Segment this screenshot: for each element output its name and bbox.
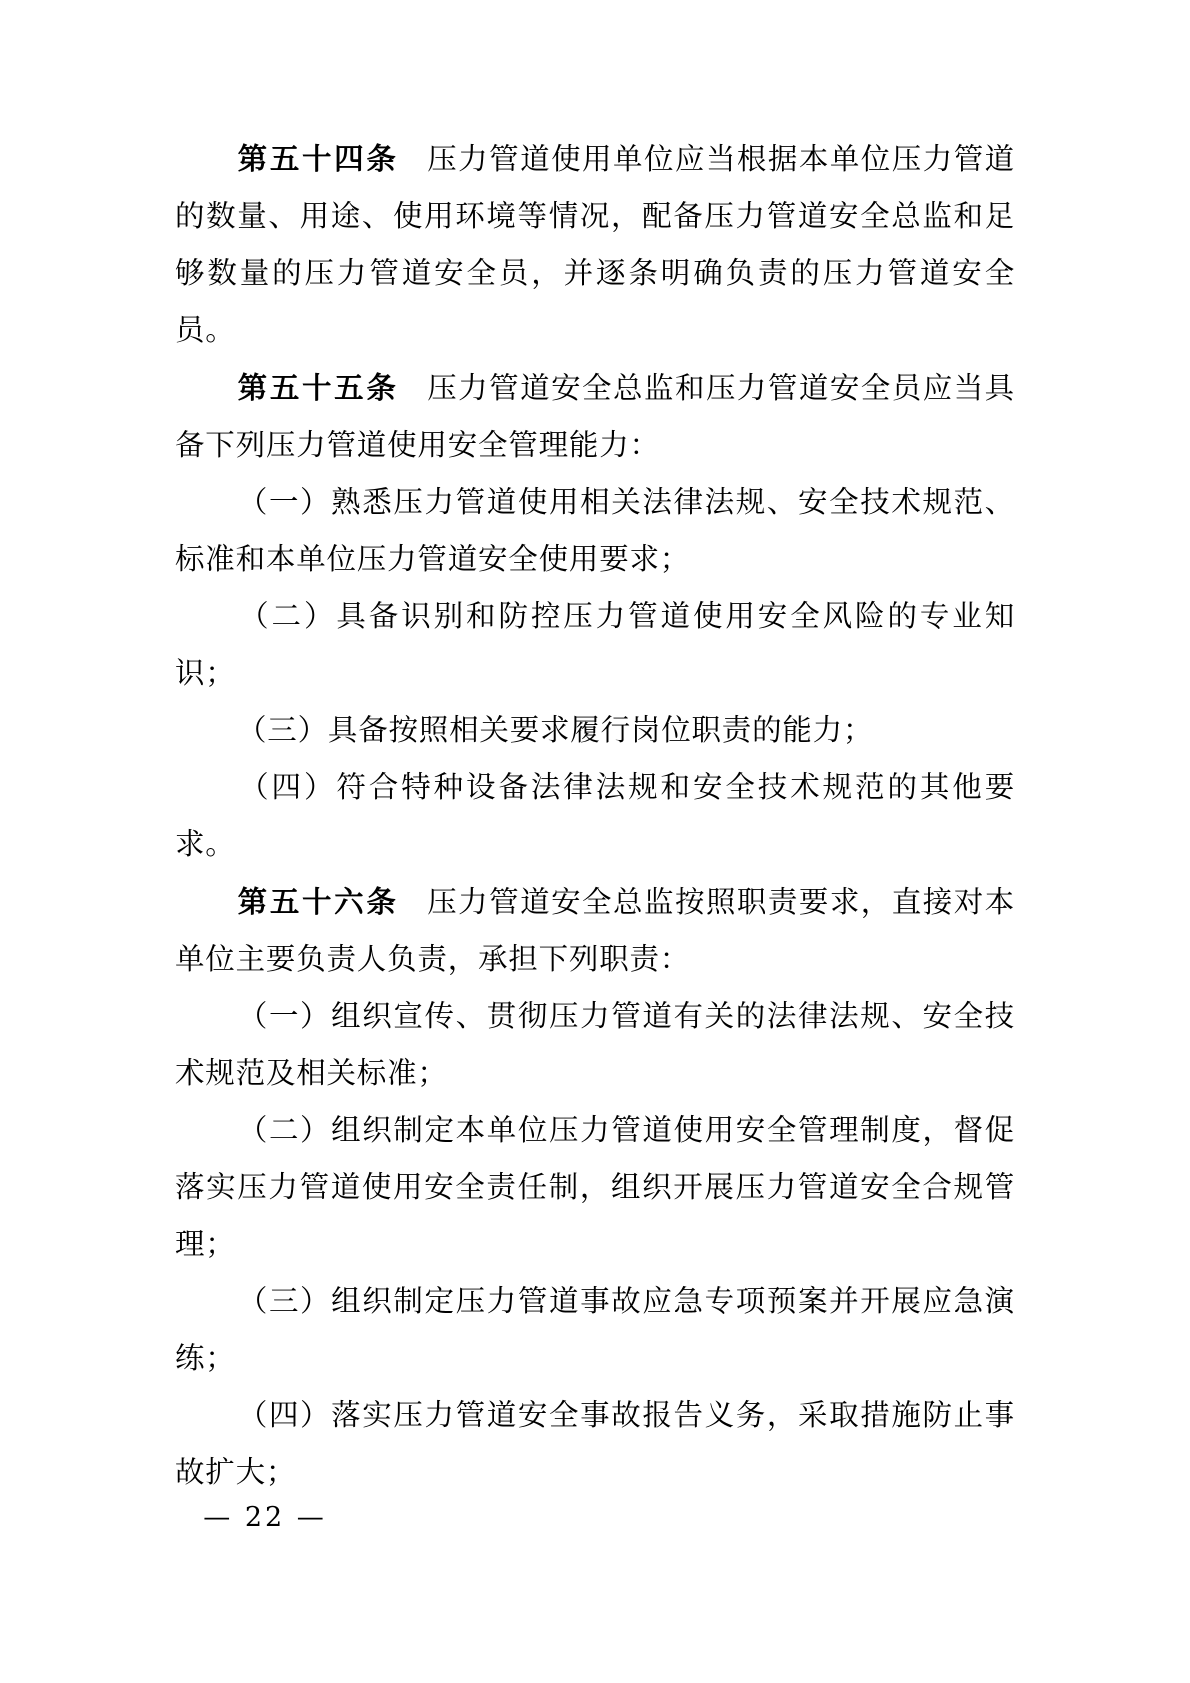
paragraph-article-54 <box>175 130 1015 359</box>
paragraph-text: （三）组织制定压力管道事故应急专项预案并开展应急演练； <box>175 1284 1015 1375</box>
list-item-55-4 <box>175 759 1015 873</box>
list-item-56-3 <box>175 1273 1015 1387</box>
list-item-56-1 <box>175 988 1015 1102</box>
list-item-55-3 <box>175 702 1015 759</box>
list-item-56-2 <box>175 1102 1015 1273</box>
page-footer <box>0 1502 1190 1533</box>
list-item-55-2 <box>175 588 1015 702</box>
article-number: 第五十五条 <box>237 370 399 405</box>
paragraph-text: 压力管道安全总监按照职责要求，直接对本单位主要负责人负责，承担下列职责： <box>175 885 1015 976</box>
paragraph-text: 压力管道使用单位应当根据本单位压力管道的数量、用途、使用环境等情况，配备压力管道安全总监和足够数量的压力管道安全员，并逐条明确负责的压力管道安全员。 <box>175 142 1015 347</box>
paragraph-text: （三）具备按照相关要求履行岗位职责的能力； <box>237 713 874 747</box>
paragraph-article-55 <box>175 359 1015 474</box>
list-item-55-1 <box>175 474 1015 588</box>
paragraph-article-56 <box>175 873 1015 988</box>
paragraph-text: （四）符合特种设备法律法规和安全技术规范的其他要求。 <box>175 770 1015 861</box>
article-number: 第五十四条 <box>237 141 399 176</box>
paragraph-text: 压力管道安全总监和压力管道安全员应当具备下列压力管道使用安全管理能力： <box>175 371 1015 462</box>
paragraph-text: （二）组织制定本单位压力管道使用安全管理制度，督促落实压力管道使用安全责任制，组织开展压力管道安全合规管理； <box>175 1113 1015 1261</box>
paragraph-text: （四）落实压力管道安全事故报告义务，采取措施防止事故扩大； <box>175 1398 1015 1489</box>
article-number: 第五十六条 <box>237 884 399 919</box>
page-number: — 22 — <box>203 1502 327 1533</box>
paragraph-text: （二）具备识别和防控压力管道使用安全风险的专业知识； <box>175 599 1015 690</box>
paragraph-text: （一）组织宣传、贯彻压力管道有关的法律法规、安全技术规范及相关标准； <box>175 999 1015 1090</box>
document-body <box>175 130 1015 1501</box>
list-item-56-4 <box>175 1387 1015 1501</box>
paragraph-text: （一）熟悉压力管道使用相关法律法规、安全技术规范、标准和本单位压力管道安全使用要求； <box>175 485 1015 576</box>
